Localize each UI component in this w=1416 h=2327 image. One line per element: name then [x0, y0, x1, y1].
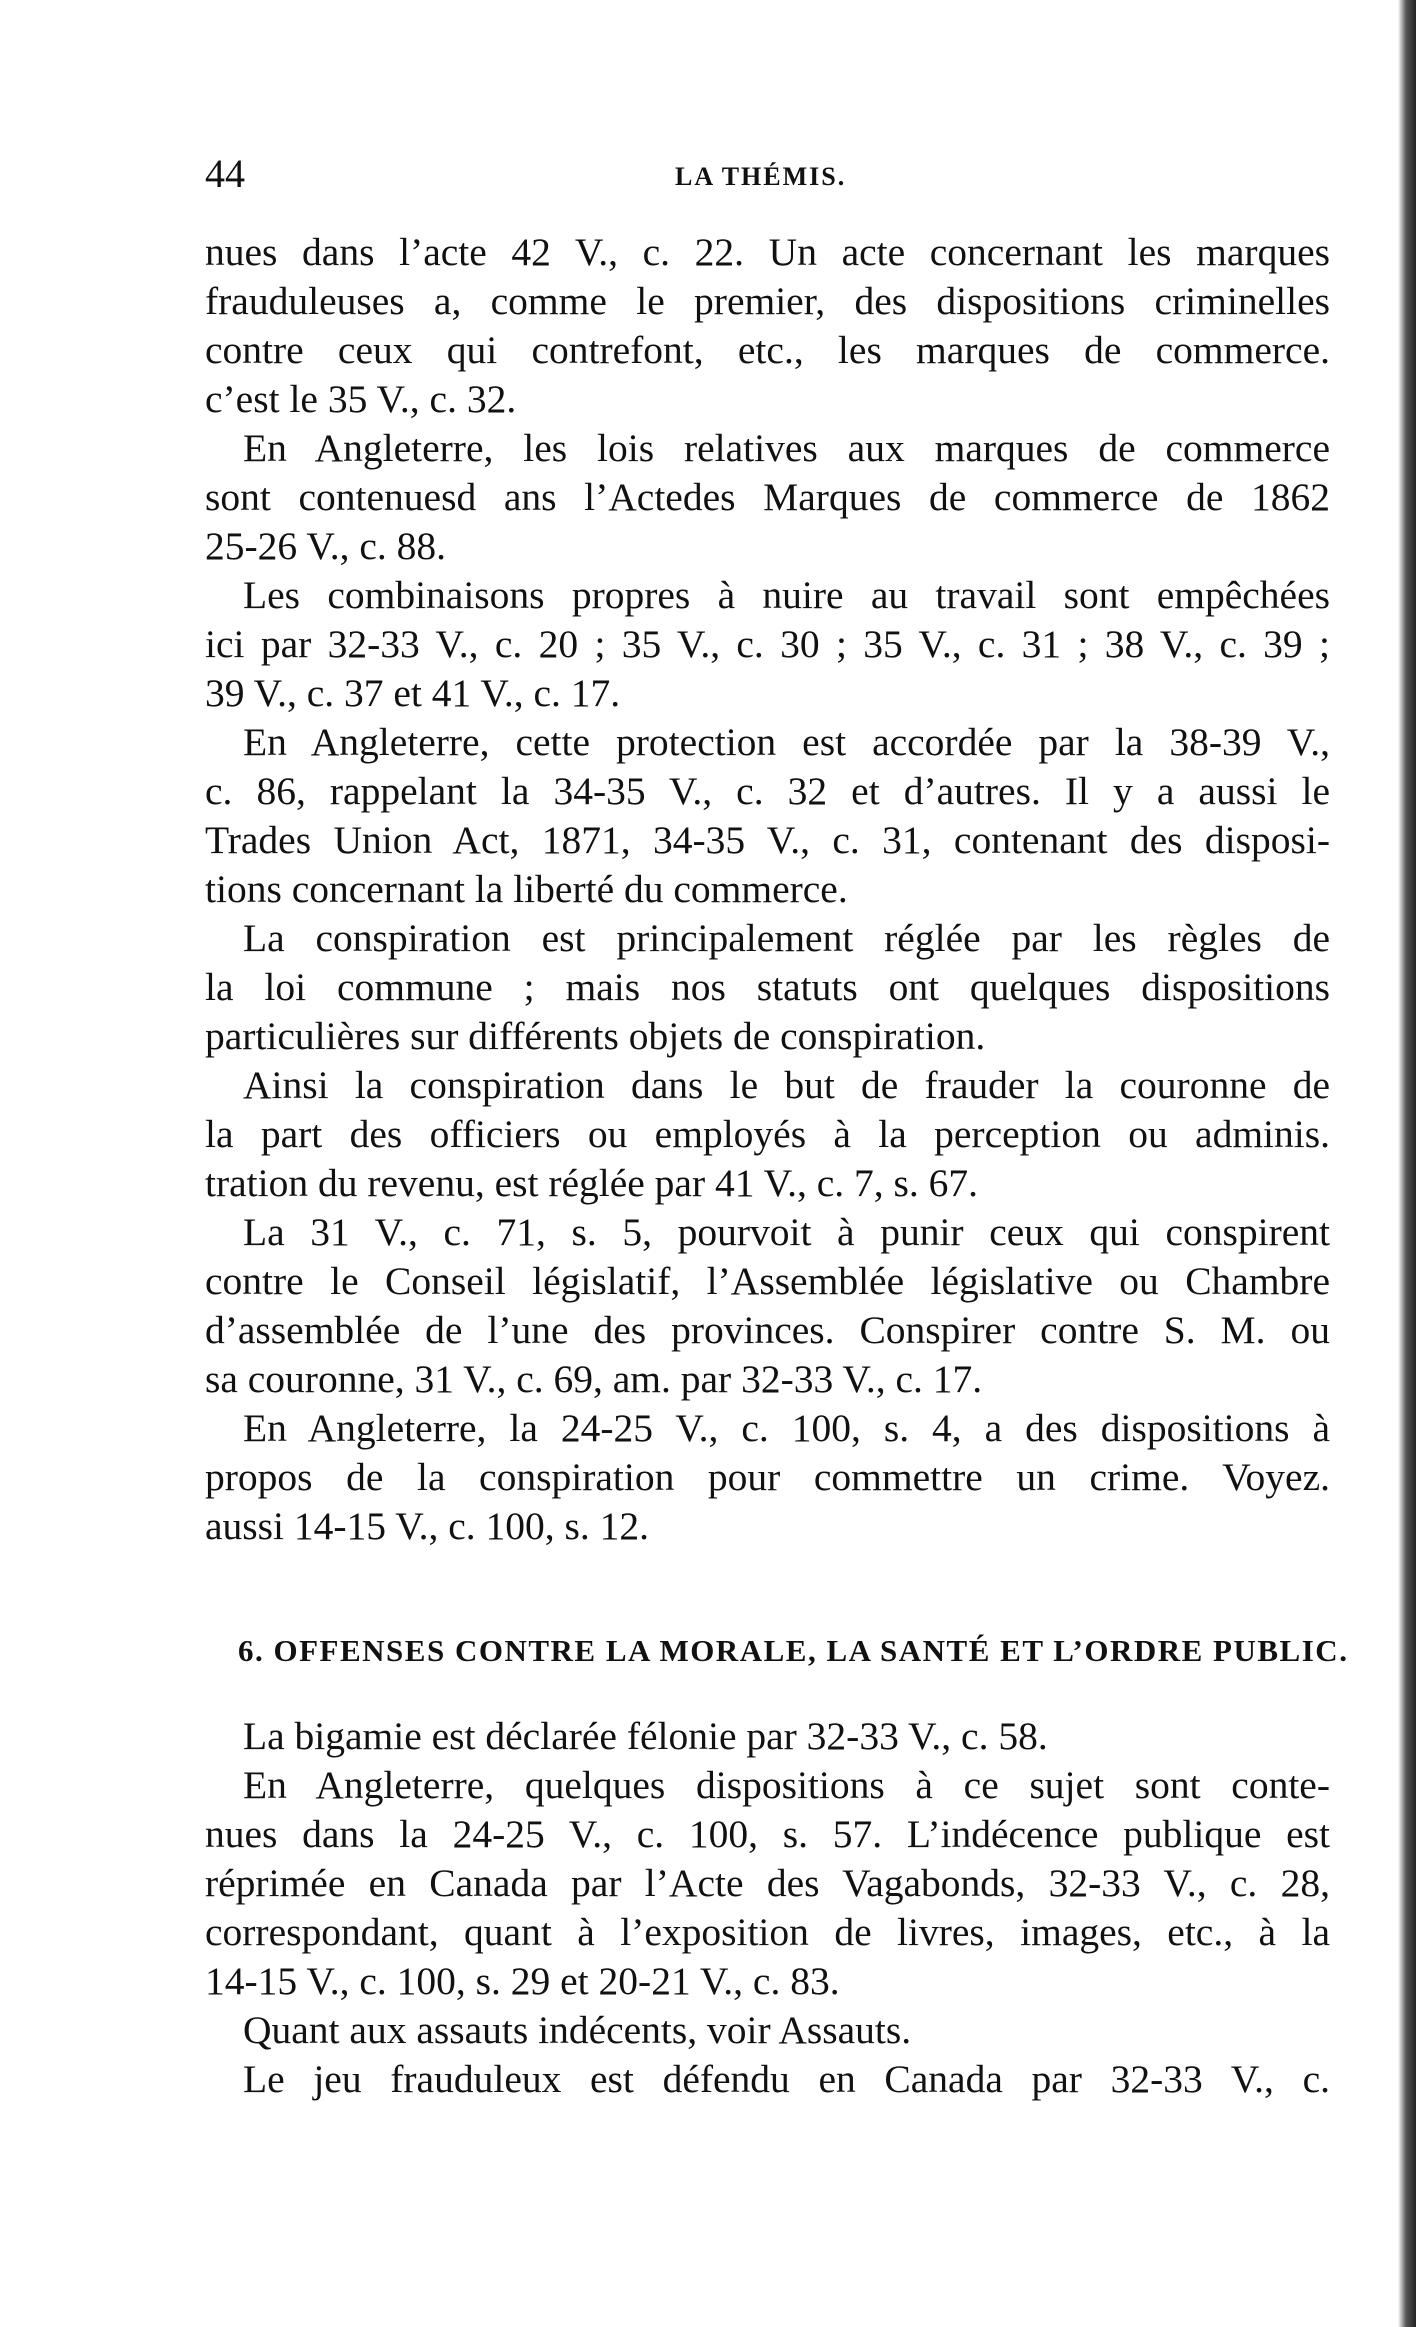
text-line: Le jeu frauduleux est défendu en Canada par 32-33 V., c.	[243, 2057, 1330, 2101]
text-line: En Angleterre, quelques dispositions à ce sujet sont conte-	[243, 1763, 1330, 1807]
text-line: La bigamie est déclarée félonie par 32-33 V., c. 58.	[243, 1714, 1048, 1758]
text-line: En Angleterre, les lois relatives aux marques de commerce	[243, 426, 1330, 470]
text-line: En Angleterre, la 24-25 V., c. 100, s. 4, a des dispositions à	[243, 1406, 1330, 1450]
text-line: tration du revenu, est réglée par 41 V., c. 7, s. 67.	[205, 1161, 978, 1205]
page-edge-shadow	[1398, 0, 1416, 2327]
text-line: Trades Union Act, 1871, 34-35 V., c. 31, contenant des disposi-	[205, 818, 1330, 862]
text-line: sont contenuesd ans l’Actedes Marques de commerce de 1862	[205, 475, 1330, 519]
section-heading: 6. OFFENSES CONTRE LA MORALE, LA SANTÉ ET L’ORDRE PUBLIC.	[238, 1633, 1349, 1668]
text-line: correspondant, quant à l’exposition de livres, images, etc., à la	[205, 1910, 1330, 1954]
text-line: 39 V., c. 37 et 41 V., c. 17.	[205, 671, 621, 715]
text-line: nues dans l’acte 42 V., c. 22. Un acte concernant les marques	[205, 230, 1330, 274]
text-line: contre le Conseil législatif, l’Assemblée législative ou Chambre	[205, 1259, 1330, 1303]
text-line: ici par 32-33 V., c. 20 ; 35 V., c. 30 ; 35 V., c. 31 ; 38 V., c. 39 ;	[205, 622, 1330, 666]
body-text-block-1	[205, 228, 1330, 1551]
text-line: c. 86, rappelant la 34-35 V., c. 32 et d’autres. Il y a aussi le	[205, 769, 1330, 813]
text-line: 14-15 V., c. 100, s. 29 et 20-21 V., c. 83.	[205, 1959, 840, 2003]
text-line: particulières sur différents objets de conspiration.	[205, 1014, 986, 1058]
text-line: Ainsi la conspiration dans le but de frauder la couronne de	[243, 1063, 1330, 1107]
text-line: c’est le 35 V., c. 32.	[205, 377, 517, 421]
text-line: la loi commune ; mais nos statuts ont quelques dispositions	[205, 965, 1330, 1009]
text-line: tions concernant la liberté du commerce.	[205, 867, 848, 911]
text-line: propos de la conspiration pour commettre un crime. Voyez.	[205, 1455, 1330, 1499]
text-line: 25-26 V., c. 88.	[205, 524, 447, 568]
text-line: Les combinaisons propres à nuire au travail sont empêchées	[243, 573, 1330, 617]
text-line: La conspiration est principalement réglée par les règles de	[243, 916, 1330, 960]
text-line: Quant aux assauts indécents, voir Assauts.	[243, 2008, 912, 2052]
text-line: d’assemblée de l’une des provinces. Conspirer contre S. M. ou	[205, 1308, 1330, 1352]
page-header	[205, 150, 1325, 200]
text-line: nues dans la 24-25 V., c. 100, s. 57. L’indécence publique est	[205, 1812, 1330, 1856]
text-line: La 31 V., c. 71, s. 5, pourvoit à punir ceux qui conspirent	[243, 1210, 1330, 1254]
text-line: aussi 14-15 V., c. 100, s. 12.	[205, 1504, 650, 1548]
text-line: En Angleterre, cette protection est accordée par la 38-39 V.,	[243, 720, 1330, 764]
text-line: sa couronne, 31 V., c. 69, am. par 32-33 V., c. 17.	[205, 1357, 983, 1401]
text-line: frauduleuses a, comme le premier, des dispositions criminelles	[205, 279, 1330, 323]
text-line: la part des officiers ou employés à la perception ou adminis.	[205, 1112, 1330, 1156]
page-number: 44	[205, 151, 245, 196]
body-text-block-2	[205, 1712, 1330, 2104]
text-line: contre ceux qui contrefont, etc., les marques de commerce.	[205, 328, 1330, 372]
running-title: LA THÉMIS.	[675, 162, 847, 191]
text-line: réprimée en Canada par l’Acte des Vagabonds, 32-33 V., c. 28,	[205, 1861, 1330, 1905]
